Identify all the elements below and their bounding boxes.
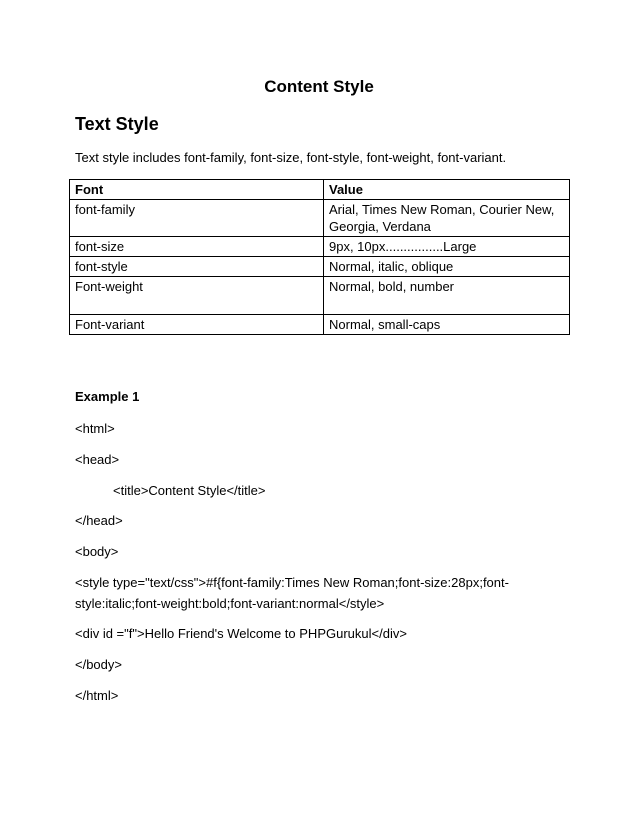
table-cell-value-line: Georgia, Verdana xyxy=(329,219,431,234)
table-row xyxy=(70,315,570,335)
code-line: </head> xyxy=(75,513,123,528)
code-line: style:italic;font-weight:bold;font-variant:normal</style> xyxy=(75,596,385,611)
code-line: <div id ="f">Hello Friend's Welcome to PHPGurukul</div> xyxy=(75,626,407,641)
table-cell-font: font-style xyxy=(70,257,324,277)
table-row xyxy=(70,277,570,315)
table-cell-value: Normal, italic, oblique xyxy=(324,257,570,277)
table-cell-value xyxy=(324,200,570,237)
table-header-font: Font xyxy=(70,180,324,200)
intro-paragraph: Text style includes font-family, font-size, font-style, font-weight, font-variant. xyxy=(75,150,507,165)
table-header-value: Value xyxy=(324,180,570,200)
font-properties-table xyxy=(69,179,570,335)
code-line: <body> xyxy=(75,544,119,559)
code-line: <title>Content Style</title> xyxy=(113,483,266,498)
table-cell-value-line: Arial, Times New Roman, Courier New, xyxy=(329,202,555,217)
table-cell-font: font-family xyxy=(70,200,324,237)
table-row xyxy=(70,237,570,257)
code-line: </html> xyxy=(75,688,119,703)
code-line: </body> xyxy=(75,657,122,672)
table-cell-font: font-size xyxy=(70,237,324,257)
section-heading: Text Style xyxy=(75,114,159,134)
table-row xyxy=(70,200,570,237)
table-cell-value: Normal, small-caps xyxy=(324,315,570,335)
table-header-row xyxy=(70,180,570,200)
table-cell-font: Font-weight xyxy=(70,277,324,315)
table-row xyxy=(70,257,570,277)
code-line: <head> xyxy=(75,452,120,467)
table-cell-value: 9px, 10px................Large xyxy=(324,237,570,257)
code-line: <html> xyxy=(75,421,115,436)
page-title: Content Style xyxy=(264,77,374,96)
example-heading: Example 1 xyxy=(75,389,140,404)
table-cell-font: Font-variant xyxy=(70,315,324,335)
table-cell-value: Normal, bold, number xyxy=(324,277,570,315)
code-line: <style type="text/css">#f{font-family:Times New Roman;font-size:28px;font- xyxy=(75,575,509,590)
